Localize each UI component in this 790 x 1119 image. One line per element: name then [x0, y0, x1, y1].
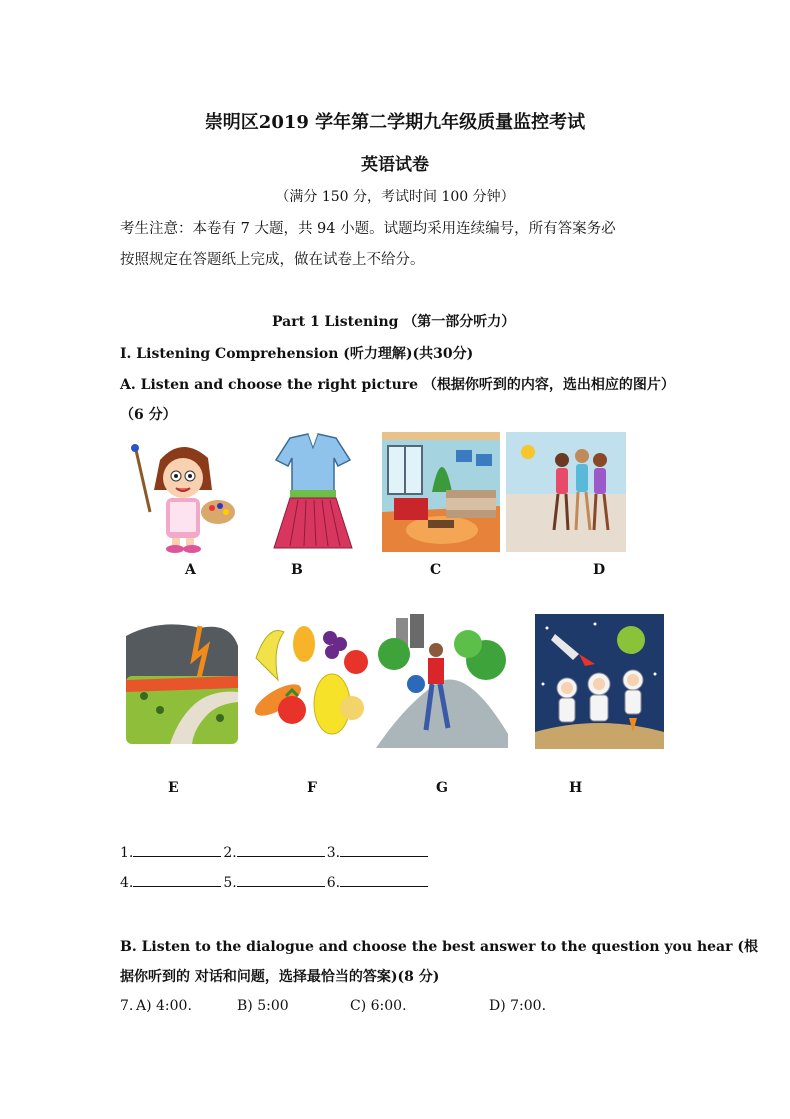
picture-label-a: A: [185, 562, 196, 578]
girl-painter-icon: [120, 430, 245, 555]
section-1-heading: I. Listening Comprehension (听力理解)(共30分): [120, 346, 474, 362]
answer-blank[interactable]: [237, 874, 325, 887]
answer-number: 1.: [120, 845, 134, 861]
picture-label-d: D: [593, 562, 606, 578]
question-7-option-c[interactable]: C) 6:00.: [350, 998, 407, 1014]
picture-label-g: G: [436, 780, 448, 796]
exam-title: 崇明区2019 学年第二学期九年级质量监控考试: [204, 112, 586, 133]
notice-line-2: 按照规定在答题纸上完成，做在试卷上不给分。: [120, 252, 425, 268]
section-b-heading-line-1: B. Listen to the dialogue and choose the best answer to the question you hear (根: [120, 939, 758, 955]
answer-blank[interactable]: [340, 844, 428, 857]
answer-number: 3.: [326, 845, 341, 861]
answer-number: 2.: [223, 845, 237, 861]
question-7-option-a[interactable]: A) 4:00.: [136, 998, 192, 1014]
part1-heading: Part 1 Listening （第一部分听力）: [272, 314, 516, 330]
answer-number: 4.: [120, 875, 134, 891]
answer-blank[interactable]: [133, 844, 221, 857]
answer-number: 5.: [223, 875, 237, 891]
exam-info: （满分 150 分，考试时间 100 分钟）: [275, 189, 515, 205]
kids-space-icon: [535, 614, 664, 749]
exam-subject: 英语试卷: [361, 155, 429, 175]
answer-blank[interactable]: [340, 874, 428, 887]
question-7-option-d[interactable]: D) 7:00.: [489, 998, 547, 1014]
question-7-option-b[interactable]: B) 5:00: [237, 998, 289, 1014]
picture-label-c: C: [430, 562, 442, 578]
fruits-vegetables-icon: [248, 618, 372, 746]
notice-line-1: 考生注意：本卷有 7 大题，共 94 小题。试题均采用连续编号，所有答案务必: [120, 221, 616, 237]
answer-number: 6.: [326, 875, 341, 891]
answer-blanks-row-1: [120, 844, 430, 861]
school-uniform-icon: [268, 430, 358, 552]
picture-label-e: E: [168, 780, 179, 796]
section-a-heading: A. Listen and choose the right picture （根据你听到的内容，选出相应的图片）: [120, 377, 675, 393]
section-b-heading-line-2: 据你听到的 对话和问题，选择最恰当的答案)(8 分): [120, 969, 440, 985]
picture-label-h: H: [569, 780, 583, 796]
answer-blanks-row-2: [120, 874, 430, 891]
picture-label-f: F: [307, 780, 317, 796]
answer-blank[interactable]: [133, 874, 221, 887]
answer-blank[interactable]: [237, 844, 325, 857]
picture-label-b: B: [291, 562, 303, 578]
section-a-points: （6 分）: [120, 407, 177, 423]
friends-beach-icon: [506, 432, 626, 552]
man-walking-park-icon: [376, 614, 508, 748]
forest-fire-icon: [120, 618, 242, 746]
question-7-number: 7.: [120, 998, 134, 1014]
living-room-icon: [382, 432, 500, 552]
